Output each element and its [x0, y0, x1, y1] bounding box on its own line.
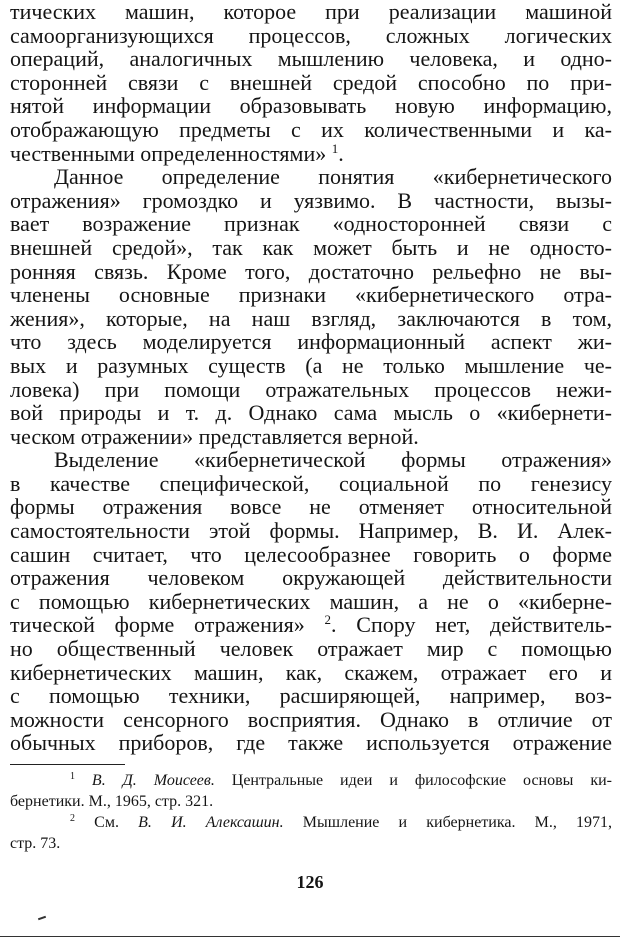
- footnote-reference: 2: [324, 612, 332, 628]
- text-line-content: самоорганизующихся процессов, сложных логических: [10, 22, 612, 48]
- text-line: [10, 307, 612, 331]
- text-line: [10, 94, 612, 118]
- text-line: [10, 283, 612, 307]
- text-line: [10, 212, 612, 236]
- text-line: [10, 472, 612, 496]
- text-line-continuation: .: [338, 140, 344, 166]
- text-line: [10, 613, 612, 637]
- footnote-2: [10, 812, 612, 854]
- text-line-content: внешней средой», так как может быть и не односто-: [10, 234, 612, 260]
- footnote-prefix: См.: [94, 814, 139, 831]
- text-line-content: чественными определенностями»: [10, 140, 327, 166]
- footnote-reference: 1: [331, 140, 339, 156]
- text-line: [10, 590, 612, 614]
- text-line: [10, 330, 612, 354]
- text-line-content: ческом отражении» представляется верной.: [10, 423, 419, 449]
- text-line-content: Данное определение понятия «кибернетического: [54, 164, 612, 190]
- text-line: [10, 637, 612, 661]
- footnote-mark: 1: [70, 771, 75, 782]
- text-line-content: отражения человеком окружающей действительности: [10, 565, 612, 591]
- text-line: [10, 425, 612, 449]
- text-line-content: самостоятельности этой формы. Например, В. И. Алек-: [10, 518, 612, 544]
- text-line-content: ловека) при помощи отражательных процессов нежи-: [10, 376, 612, 402]
- text-line: [10, 142, 612, 166]
- footnote-1: [10, 770, 612, 812]
- text-line: [10, 0, 612, 24]
- body-text: [10, 0, 612, 755]
- text-line-content: вой природы и т. д. Однако сама мысль о «кибернети-: [10, 400, 612, 426]
- text-line: [10, 519, 612, 543]
- text-line-content: с помощью кибернетических машин, а не о «киберне-: [10, 588, 612, 614]
- footnote-text: Мышление и кибернетика. М., 1971,: [283, 814, 613, 831]
- text-line: [10, 495, 612, 519]
- scan-mark: [38, 916, 46, 921]
- text-line-content: тической форме отражения»: [10, 612, 305, 638]
- text-line-content: тических машин, которое при реализации машиной: [10, 0, 612, 24]
- text-line: [10, 236, 612, 260]
- footnotes: [10, 770, 612, 854]
- text-line-content: кибернетических машин, как, скажем, отражает его и: [10, 659, 612, 685]
- footnote-divider: [10, 764, 125, 765]
- footnote-line: [10, 812, 612, 833]
- text-line-content: членены основные признаки «кибернетического отра-: [10, 282, 612, 308]
- text-line-content: нятой информации образовывать новую информацию,: [10, 93, 612, 119]
- text-line-content: жения», которые, на наш взгляд, заключаются в том,: [10, 305, 612, 331]
- text-line: [10, 684, 612, 708]
- text-line: [10, 378, 612, 402]
- text-line-content: сторонней связи с внешней средой способно по при-: [10, 69, 612, 95]
- text-line-content: что здесь моделируется информационный аспект жи-: [10, 329, 612, 355]
- footnote-text: Центральные идеи и философские основы ки-: [214, 772, 613, 789]
- text-line-content: вает возражение признак «односторонней связи с: [10, 211, 612, 237]
- text-line: [10, 71, 612, 95]
- text-line: [10, 566, 612, 590]
- footnote-mark: 2: [70, 813, 75, 824]
- text-line-content: отображающую предметы с их количественными и ка-: [10, 116, 612, 142]
- footnote-line: [10, 770, 612, 791]
- footnote-line: бернетики. М., 1965, стр. 321.: [10, 793, 214, 810]
- footnote-line: стр. 73.: [10, 835, 61, 852]
- text-line: [10, 401, 612, 425]
- text-line: [10, 354, 612, 378]
- text-line-content: сашин считает, что целесообразнее говорить о форме: [10, 541, 612, 567]
- text-line-content: можности сенсорного восприятия. Однако в отличие от: [10, 706, 612, 732]
- text-line-content: с помощью техники, расширяющей, например, воз-: [10, 683, 612, 709]
- text-line-content: но общественный человек отражает мир с помощью: [10, 636, 612, 662]
- text-line-content: отражения» громоздко и уязвимо. В частности, вызы-: [10, 187, 612, 213]
- text-line: [10, 731, 612, 755]
- footnote-author: В. И. Алексашин.: [138, 814, 284, 831]
- text-line-content: операций, аналогичных мышлению человека, и одно-: [10, 46, 612, 72]
- footnote-author: В. Д. Моисеев.: [91, 772, 215, 789]
- bottom-rule: [0, 936, 620, 937]
- text-line-content: ронняя связь. Кроме того, достаточно рельефно не вы-: [10, 258, 612, 284]
- text-line: [10, 165, 612, 189]
- text-line: [10, 24, 612, 48]
- text-line-content: Выделение «кибернетической формы отражения»: [54, 447, 612, 473]
- text-line: [10, 543, 612, 567]
- text-line: [10, 47, 612, 71]
- text-line: [10, 118, 612, 142]
- text-line: [10, 260, 612, 284]
- text-line-content: обычных приборов, где также используется отражение: [10, 730, 612, 756]
- text-line-content: в качестве специфической, социальной по генезису: [10, 470, 612, 496]
- text-line-continuation: . Спору нет, действитель-: [331, 612, 612, 638]
- text-line: [10, 189, 612, 213]
- text-line: [10, 661, 612, 685]
- text-line-content: формы отражения вовсе не отменяет относительной: [10, 494, 612, 520]
- text-line-content: вых и разумных существ (а не только мышление че-: [10, 352, 612, 378]
- text-line: [10, 708, 612, 732]
- page-number: 126: [296, 872, 324, 892]
- text-line: [10, 448, 612, 472]
